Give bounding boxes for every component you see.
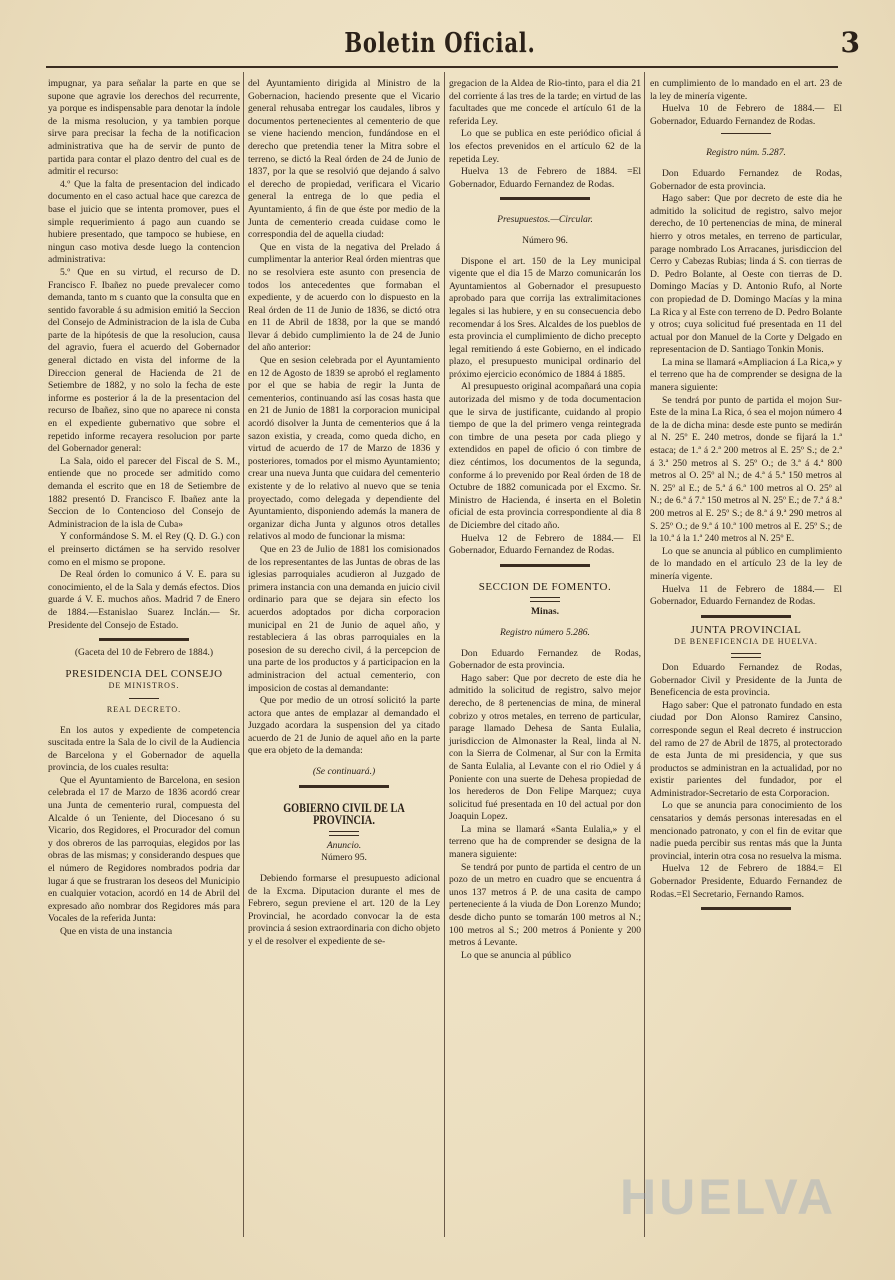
paragraph: Lo que se anuncia al público <box>461 949 572 961</box>
section-rule <box>701 615 791 618</box>
paragraph: Que el Ayuntamiento de Barcelona, en sesion celebrada el 17 de Marzo de 1836 acordó crear una Junta de cementerio rural, compuesta del Alcalde ó un Teniente, del Diocesano ó su Vicario, dos Regidores, el Procurador del comun y dos obreros de las parroquias, elegidos por las obras de las mismas; y considerando despues que el número de Regidores nombrados podria dar lugar á que se frustraran los deseos del Municipio en cualquier votacion, acordó en 14 de Abril del expresado año nombrar dos Regidores más para Vocales de la referida Junta: <box>48 774 240 925</box>
column-3 <box>449 78 641 962</box>
paragraph: Y conformándose S. M. el Rey (Q. D. G.) con el preinserto dictámen se ha servido resolver como en el mismo se propone. <box>48 531 240 568</box>
paragraph: impugnar, ya para señalar la parte en que se supone que agravie los derechos del recurrente, ya porque es indispensable para denotar la índole de la misma resolucion, y ya tambien porque sirve para precisar la fecha de la notificacion administrativa que ha de servir de punto de partida para contar el plazo dentro del cual es de admitir el recurso: <box>48 78 240 178</box>
paragraph: Don Eduardo Fernandez de Rodas, Gobernador de esta provincia. <box>650 167 842 192</box>
paragraph: Hago saber: Que por decreto de este dia he admitido la solicitud de registro, salvo mejor derecho, de 8 pertenencias de mina, de mineral cobrizo y otros metales, en terreno de particular, parage llamado Dehesa de Santa Eulalia, jurisdiccion de Almonaster la Real, linda al N. con la Sierra de Colmenar, al Sur con la Ermita de Santa Eulalia, al Levante con el rio Odiel y á Poniente con una suerte de Dehesa propiedad de los herederos de Don Felipe Marquez; cuya solicitud fué presentada en 10 del actual por don Joaquin Lopez. <box>449 672 641 823</box>
column-divider <box>644 72 645 1237</box>
page-number: 3 <box>840 26 860 59</box>
notice-label: Anuncio. <box>326 839 362 851</box>
paragraph: Se tendrá por punto de partida el mojon Sur-Este de la mina La Rica, ó sea el mojon número 4 de la de dicha mina: desde este punto se medirán al N. 25º E. 240 metros, donde se fijará la 1.ª estaca; de 1.ª á 2.ª 200 metros al E. 25º S.; de 2.ª á 3.ª 250 metros al S. 25º O.; de 3.ª á 4.ª 800 metros al O. 25º al N.; de 4.ª á 5.ª 150 metros al N. 25º al E.; de 5.ª á 6.ª 100 metros al O. 25º al N.; de 6.ª á 7.ª 150 metros al N. 25º E.; de 7.ª á 8.ª 200 metros al E. 25º S.; de 8.ª á 9.ª 290 metros al S. 25º O.; de 9.ª á 10.ª 100 metros al E. 25º S.; de la 10.ª á la 1.ª 240 metros al N. 25º E. <box>650 394 842 545</box>
paragraph: gregacion de la Aldea de Rio-tinto, para el dia 21 del corriente á las tres de la tarde; en virtud de las facultades que me concede el artículo 61 de la referida Ley. <box>449 78 641 127</box>
paragraph: Huelva 12 de Febrero de 1884.— El Gobernador, Eduardo Fernandez de Rodas. <box>449 532 641 557</box>
section-rule <box>99 638 189 641</box>
section-rule <box>701 907 791 910</box>
column-divider <box>243 72 244 1237</box>
notice-number: Número 96. <box>522 234 568 246</box>
paragraph: Huelva 10 de Febrero de 1884.— El Gobernador, Eduardo Fernandez de Rodas. <box>650 103 842 127</box>
paragraph: Se tendrá por punto de partida el centro de un pozo de un metro en cuadro que se encuentra á unos 137 metros á P. de una casita de campo perteneciente á la viuda de Don Lorenzo Mundo; desde dicho punto se tomarán 100 metros al N.; 100 metros al S.; 200 metros á Poniente y 200 metros á Levante. <box>449 861 641 949</box>
paragraph: Hago saber: Que el patronato fundado en esta ciudad por Don Alonso Ramirez Cansino, corresponde segun el Real decreto é instruccion del ramo de 27 de Abril de 1875, al protectorado de esta Junta de mi presidencia, y que sus productos se administran en la actualidad, por no existir parientes del fundador, por el Administrador-Secretario de esta Corporacion. <box>650 699 842 799</box>
subsection-heading: Minas. <box>531 606 559 618</box>
paragraph: del Ayuntamiento dirigida al Ministro de la Gobernacion, haciendo presente que el Vicario general rehusaba entregar los caudales, libros y documentos pertenecientes al cementerio de que se viene haciendo mencion, fundándose en el derecho que pretendia tener la Mitra sobre el terreno, se dictó la Real órden de 24 de Junio de 1837, por la que se resolvió que dejando á salvo el derecho de propiedad, verificara el Vicario general la entrega de lo que pedia el Ayuntamiento, á fin de que éste por medio de la Junta de cementerio creada cuidase como le correspondia del de aquella ciudad: <box>248 78 440 241</box>
paragraph: Que por medio de un otrosí solicitó la parte actora que antes de emplazar al demandado el Juzgado acordara la suspension del ya citado acuerdo de 21 de Junio de aquel año en la parte que era objeto de la demanda: <box>248 695 440 757</box>
divider <box>329 831 359 836</box>
divider <box>721 133 771 134</box>
divider <box>530 597 560 602</box>
paragraph: Que en 23 de Julio de 1881 los comisionados de los representantes de las Juntas de obras de las iglesias parroquiales acudieron al Juzgado de primera instancia con una demanda en juicio civil ordinario para que se dejara sin efecto los acuerdos adoptados por dicha corporacion municipal en 21 de Junio de aquel año, y restableciera á las obras parroquiales en la posesion de su derecho civil, á la percepcion de una parte de los productos y á participacion en la administracion del actual cementerio, con imposicion de costas al demandante: <box>248 543 440 694</box>
section-heading: JUNTA PROVINCIAL <box>690 623 802 636</box>
paragraph: Dispone el art. 150 de la Ley municipal vigente que el dia 15 de Marzo comunicarán los Ayuntamientos al Gobernador el presupuesto aprobado para que corrija las extralimitaciones legales si las hubiere, y en su consecuencia debo recomendar á los Sres. Alcaldes de los pueblos de esta provincia el cumplimiento de dicho precepto legal remitiendo á este Gobierno, en el indicado plazo, el presupuesto municipal ordinario del próximo ejercicio económico de 1884 á 1885. <box>449 255 641 380</box>
paragraph: Lo que se anuncia al público en cumplimiento de lo mandado en el artículo 23 de la ley de minería vigente. <box>650 545 842 582</box>
section-heading: SECCION DE FOMENTO. <box>478 580 612 593</box>
paragraph: Que en vista de una instancia <box>60 926 173 937</box>
paragraph: Don Eduardo Fernandez de Rodas, Gobernador Civil y Presidente de la Junta de Beneficencia de esta provincia. <box>650 661 842 699</box>
column-1 <box>48 78 240 939</box>
paragraph: Lo que se publica en este periódico oficial á los efectos prevenidos en el artículo 62 de la repetida Ley. <box>449 128 641 165</box>
continuation-note: (Se continuará.) <box>312 766 376 778</box>
notice-number: Número 95. <box>321 852 367 864</box>
paragraph: La Sala, oido el parecer del Fiscal de S. M., entiende que no procede ser admitido como demanda el escrito que en 18 de Setiembre de 1882 presentó D. Francisco F. Ibañez ante la Seccion de lo Contencioso del Consejo de Administracion de la isla de Cuba» <box>48 455 240 530</box>
column-2 <box>248 78 440 949</box>
divider <box>731 653 761 658</box>
paragraph: La mina se llamará «Ampliacion á La Rica,» y el terreno que ha de comprender se designa de la manera siguiente: <box>650 356 842 394</box>
divider <box>129 698 159 699</box>
section-heading: GOBIERNO CIVIL DE LA PROVINCIA. <box>283 800 405 828</box>
section-rule <box>500 197 590 200</box>
registry-number: Registro número 5.286. <box>500 626 590 638</box>
paragraph: en cumplimiento de lo mandado en el art. 23 de la ley de minería vigente. <box>650 78 842 102</box>
library-watermark: HUELVA <box>620 1169 837 1225</box>
paragraph: Lo que se anuncia para conocimiento de los censatarios y demás personas interesadas en el mencionado patronato, y con el fin de evitar que nadie pueda percibir sus rentas más que la Junta provincial, interin otra cosa no resuelva la misma. <box>650 800 842 862</box>
paragraph: Que en sesion celebrada por el Ayuntamiento en 12 de Agosto de 1839 se aprobó el reglamento por el que se habia de regir la Junta de cementerios, continuando así las cosas hasta que en 21 de Junio de 1881 la corporacion municipal acordó disolver la Junta de cementerios que á la sazon existia, y creada, como queda dicho, en virtud de acuerdo de 17 de Marzo de 1836 y posteriores, tomados por el mismo Ayuntamiento; crear una nueva Junta que cuidara del cementerio existente y de lo relativo al nuevo que se tenia proyectado, como delegada y dependiente del Ayuntamiento, disponiendo además la manera de organizar dicha Junta y algunos otros detalles relativos al modo de funcionar la misma: <box>248 355 440 543</box>
paragraph: En los autos y expediente de competencia suscitada entre la Sala de lo civil de la Audiencia de Barcelona y el Gobernador de aquella provincia, de los cuales resulta: <box>48 724 240 774</box>
paragraph: Debiendo formarse el presupuesto adicional de la Excma. Diputacion durante el mes de Febrero, segun previene el art. 120 de la Ley Provincial, he acordado convocar la de esta provincia á sesion extraordinaria con dicho objeto y el de resolver el expediente de se- <box>248 873 440 947</box>
source-note: (Gaceta del 10 de Febrero de 1884.) <box>74 647 214 659</box>
column-divider <box>444 72 445 1237</box>
paragraph: Huelva 12 de Febrero de 1884.= El Gobernador Presidente, Eduardo Fernandez de Rodas.=El Secretario, Fernando Ramos. <box>650 863 842 900</box>
section-rule <box>299 785 389 788</box>
paragraph: Huelva 13 de Febrero de 1884. =El Gobernador, Eduardo Fernandez de Rodas. <box>449 166 641 190</box>
column-4 <box>650 78 842 916</box>
section-heading: PRESIDENCIA DEL CONSEJO <box>65 667 223 680</box>
registry-number: Registro núm. 5.287. <box>706 147 786 159</box>
header-rule <box>46 66 838 68</box>
paragraph: 4.º Que la falta de presentacion del indicado documento en el caso actual hace que carezca de base el juicio que se intenta promover, pues el simple requerimiento á pago aun cuando se hubiere presentado, que tampoco se hubiese, en ningun caso motiva desde luego la contencion administrativa: <box>48 178 240 266</box>
paragraph: Don Eduardo Fernandez de Rodas, Gobernador de esta provincia. <box>449 647 641 672</box>
paragraph: De Real órden lo comunico á V. E. para su conocimiento, el de la Sala y demás efectos. Dios guarde á V. E. muchos años. Madrid 7 de Enero de 1884.—Estanislao Suarez Inclán.— Sr. Presidente del Consejo de Estado. <box>48 569 240 631</box>
paragraph: 5.º Que en su virtud, el recurso de D. Francisco F. Ibañez no puede prevalecer como demanda, tanto m s cuanto que la consulta que en sentido favorable á su admision emitió la Seccion del Consejo de Administracion de la isla de Cuba parte de la hipótesis de que la resolucion, causa del agravio, fuera el acuerdo del Gobernador general dictado en vista del informe de la Direccion general de Hacienda de 21 de Setiembre de 1882, y no solo la fecha de este informe es posterior á la de la presentacion del recurso de Ibañez, sino que no aparece ni consta en el expediente gubernativo que sobre el repetido informe recayera resolucion por parte del Gobernador general: <box>48 266 240 455</box>
masthead <box>40 22 860 62</box>
paragraph: Huelva 11 de Febrero de 1884.— El Gobernador, Eduardo Fernandez de Rodas. <box>650 583 842 608</box>
section-subheading: DE BENEFICENCIA DE HUELVA. <box>674 637 818 647</box>
decree-heading: REAL DECRETO. <box>106 704 182 714</box>
notice-label: Presupuestos.—Circular. <box>497 214 593 226</box>
paragraph: Hago saber: Que por decreto de este dia he admitido la solicitud de registro, salvo mejor derecho, de 10 pertenencias de mina, de mineral hierro y otros metales, en terreno de particular, parage nombrado Los Arracanes, jurisdiccion del Cerro y Cabezas Rubias; linda á S. con tierras de D. Pedro Bolante, al Oeste con tierras de D. Domingo Macías y D. Antonio Rufo, al Norte con propiedad de D. Domingo Macías y la mina La Rica y al Este con terreno de D. Pedro Bolante y otros; cuya solicitud fué presentada en 11 del actual por don Manuel de la Corte y Delgado en representacion de D. Santiago Tonkin Monis. <box>650 193 842 356</box>
section-subheading: DE MINISTROS. <box>108 681 180 691</box>
paragraph: Que en vista de la negativa del Prelado á cumplimentar la anterior Real órden mientras que no se resolviera este asunto con presencia de todos los antecedentes que formaban el expediente, y de acuerdo con lo dispuesto en la Real órden de 11 de Junio de 1836, se dictó otra en 11 de Abril de 1838, por la que se mandó llevar á debido cumplimiento la de 24 de Junio del año anterior: <box>248 241 440 354</box>
newspaper-title: Boletin Oficial. <box>344 28 536 59</box>
paragraph: Al presupuesto original acompañará una copia autorizada del mismo y de toda documentacion que le sirva de justificante, cuidando al propio tiempo de que la del primero venga reintegrada con timbre de una peseta por cada pliego y extendidos en papel de oficio ó con timbre de diez céntimos, los documentos de la segunda, conforme á lo prevenido por Real órden de 18 de Octubre de 1882 comunicada por el Excmo. Sr. Ministro de Hacienda, é inserta en el Boletin oficial de esta provincia correspondiente al dia 8 de Diciembre del citado año. <box>449 381 641 531</box>
paragraph: La mina se llamará «Santa Eulalia,» y el terreno que ha de comprender se designa de la manera siguiente: <box>449 823 641 861</box>
section-rule <box>500 564 590 567</box>
